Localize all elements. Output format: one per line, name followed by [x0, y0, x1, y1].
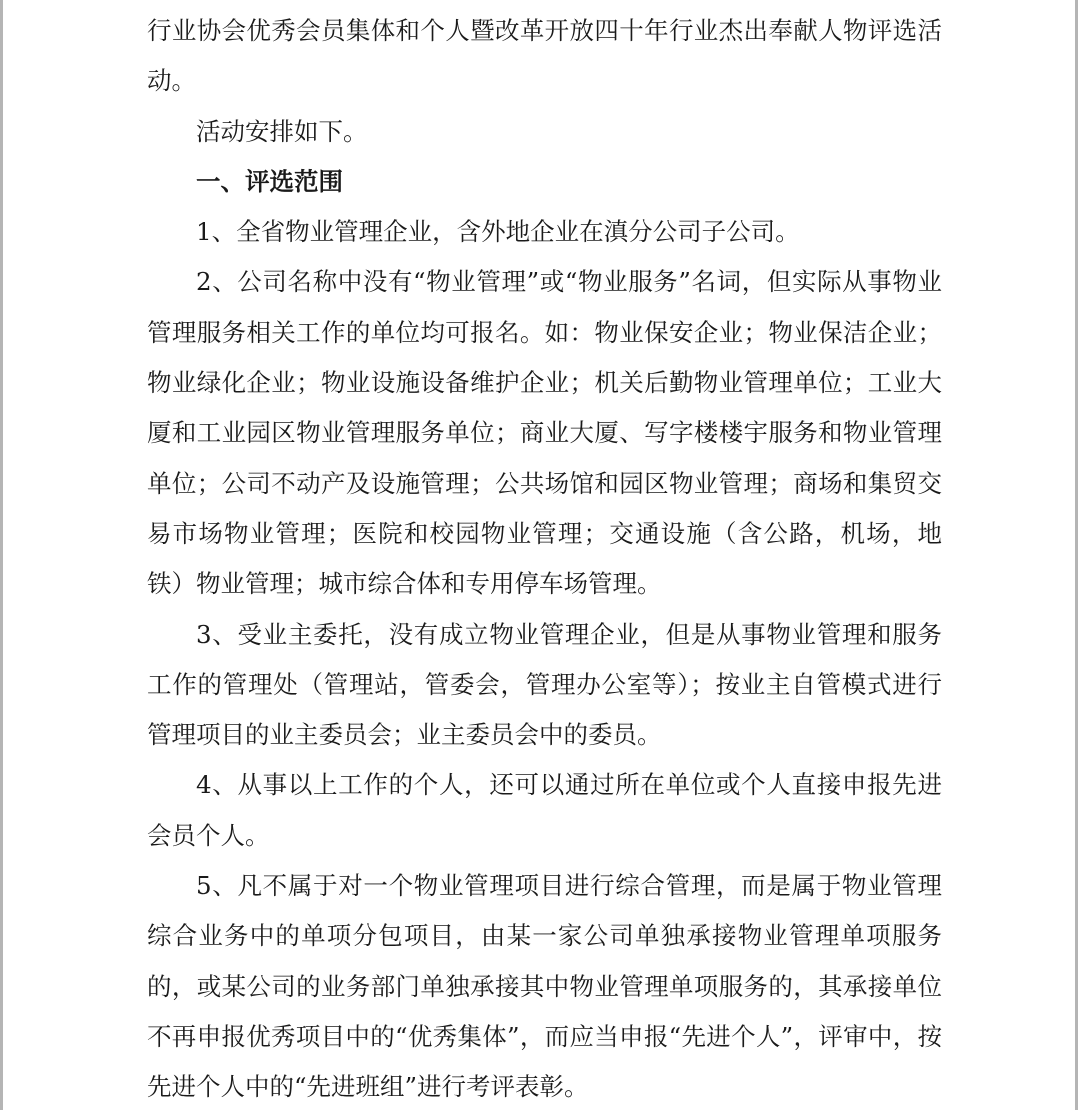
paragraph-item-1: 1、全省物业管理企业，含外地企业在滇分公司子公司。: [196, 217, 800, 247]
paragraph-item-4: 4、从事以上工作的个人，还可以通过所在单位或个人直接申报先进会员个人。: [147, 770, 942, 850]
paragraph-item-3: 3、受业主委托，没有成立物业管理企业，但是从事物业管理和服务工作的管理处（管理站，管委会，管理办公室等）；按业主自管模式进行管理项目的业主委员会；业主委员会中的委员。: [147, 619, 942, 750]
paragraph-item-5: 5、凡不属于对一个物业管理项目进行综合管理，而是属于物业管理综合业务中的单项分包项目，由某一家公司单独承接物业管理单项服务的，或某公司的业务部门单独承接其中物业管理单项服务的，其承接单位不再申报优秀项目中的“优秀集体”，而应当申报“先进个人”，评审中，按先进个人中的“先进班组”进行考评表彰。: [147, 871, 942, 1102]
paragraph-intro-continuation: 行业协会优秀会员集体和个人暨改革开放四十年行业杰出奉献人物评选活动。: [147, 16, 942, 96]
document-body: [147, 6, 942, 1113]
paragraph-item-2: 2、公司名称中没有“物业管理”或“物业服务”名词，但实际从事物业管理服务相关工作的单位均可报名。如：物业保安企业；物业保洁企业；物业绿化企业；物业设施设备维护企业；机关后勤物业管理单位；工业大厦和工业园区物业管理服务单位；商业大厦、写字楼楼宇服务和物业管理单位；公司不动产及设施管理；公共场馆和园区物业管理；商场和集贸交易市场物业管理；医院和校园物业管理；交通设施（含公路，机场，地铁）物业管理；城市综合体和专用停车场管理。: [147, 267, 942, 599]
paragraph-activity-arrangement: 活动安排如下。: [196, 116, 368, 146]
section-heading-selection-scope: 一、评选范围: [196, 166, 343, 196]
